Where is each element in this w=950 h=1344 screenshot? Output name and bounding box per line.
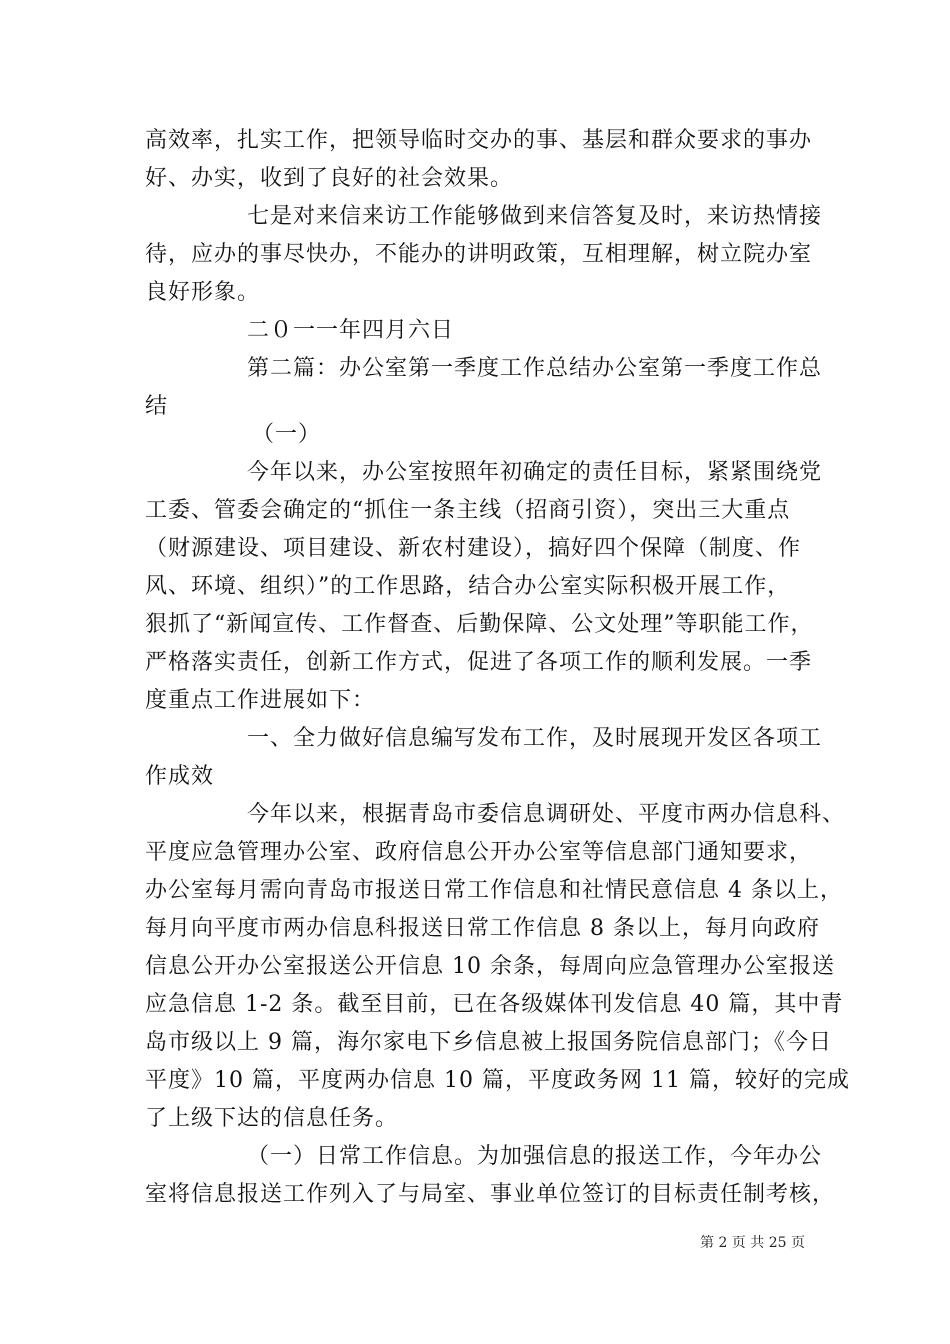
text-line: 高效率，扎实工作，把领导临时交办的事、基层和群众要求的事办	[145, 128, 813, 153]
text-line: 好、办实，收到了良好的社会效果。	[145, 166, 514, 191]
text-line: （一）日常工作信息。为加强信息的报送工作，今年办公	[247, 1144, 823, 1169]
date-line: 二０一一年四月六日	[247, 318, 455, 343]
text-line: 度重点工作进展如下：	[145, 688, 376, 713]
text-line: 办公室每月需向青岛市报送日常工作信息和社情民意信息 4 条以上，	[145, 878, 843, 903]
sub-heading: （一）	[252, 422, 322, 447]
section-heading: 第二篇：办公室第一季度工作总结办公室第一季度工作总	[247, 356, 823, 381]
text-line: 狠抓了“新闻宣传、工作督查、后勤保障、公文处理”等职能工作，	[145, 612, 814, 637]
page-number-footer: 第 2 页 共 25 页	[700, 1235, 805, 1251]
text-line: 严格落实责任，创新工作方式，促进了各项工作的顺利发展。一季	[145, 650, 813, 675]
text-line: 每月向平度市两办信息科报送日常工作信息 8 条以上，每月向政府	[145, 916, 820, 941]
text-line: 风、环境、组织）”的工作思路，结合办公室实际积极开展工作，	[145, 574, 791, 599]
text-line: 作成效	[145, 764, 215, 789]
text-line: 平度应急管理办公室、政府信息公开办公室等信息部门通知要求，	[145, 840, 813, 865]
section-heading-continued: 结	[145, 394, 169, 419]
text-line: 室将信息报送工作列入了与局室、事业单位签订的目标责任制考核，	[145, 1182, 836, 1207]
text-line: 工委、管委会确定的“抓住一条主线（招商引资），突出三大重点	[145, 498, 791, 523]
text-line: （财源建设、项目建设、新农村建设），搞好四个保障（制度、作	[145, 536, 802, 561]
text-line: 良好形象。	[145, 280, 261, 305]
text-line: 岛市级以上 9 篇，海尔家电下乡信息被上报国务院信息部门；《今日	[145, 1030, 832, 1055]
text-line: 今年以来，根据青岛市委信息调研处、平度市两办信息科、	[247, 802, 846, 827]
text-line: 信息公开办公室报送公开信息 10 余条，每周向应急管理办公室报送	[145, 954, 835, 979]
text-line: 应急信息 1-2 条。截至目前，已在各级媒体刊发信息 40 篇，其中青	[145, 992, 844, 1017]
text-line: 了上级下达的信息任务。	[145, 1106, 399, 1131]
text-line: 今年以来，办公室按照年初确定的责任目标，紧紧围绕党	[247, 460, 823, 485]
text-line: 七是对来信来访工作能够做到来信答复及时，来访热情接	[247, 204, 823, 229]
text-line: 待，应办的事尽快办，不能办的讲明政策，互相理解，树立院办室	[145, 242, 813, 267]
text-line: 一、全力做好信息编写发布工作，及时展现开发区各项工	[247, 726, 823, 751]
text-line: 平度》10 篇，平度两办信息 10 篇，平度政务网 11 篇，较好的完成	[145, 1068, 850, 1093]
